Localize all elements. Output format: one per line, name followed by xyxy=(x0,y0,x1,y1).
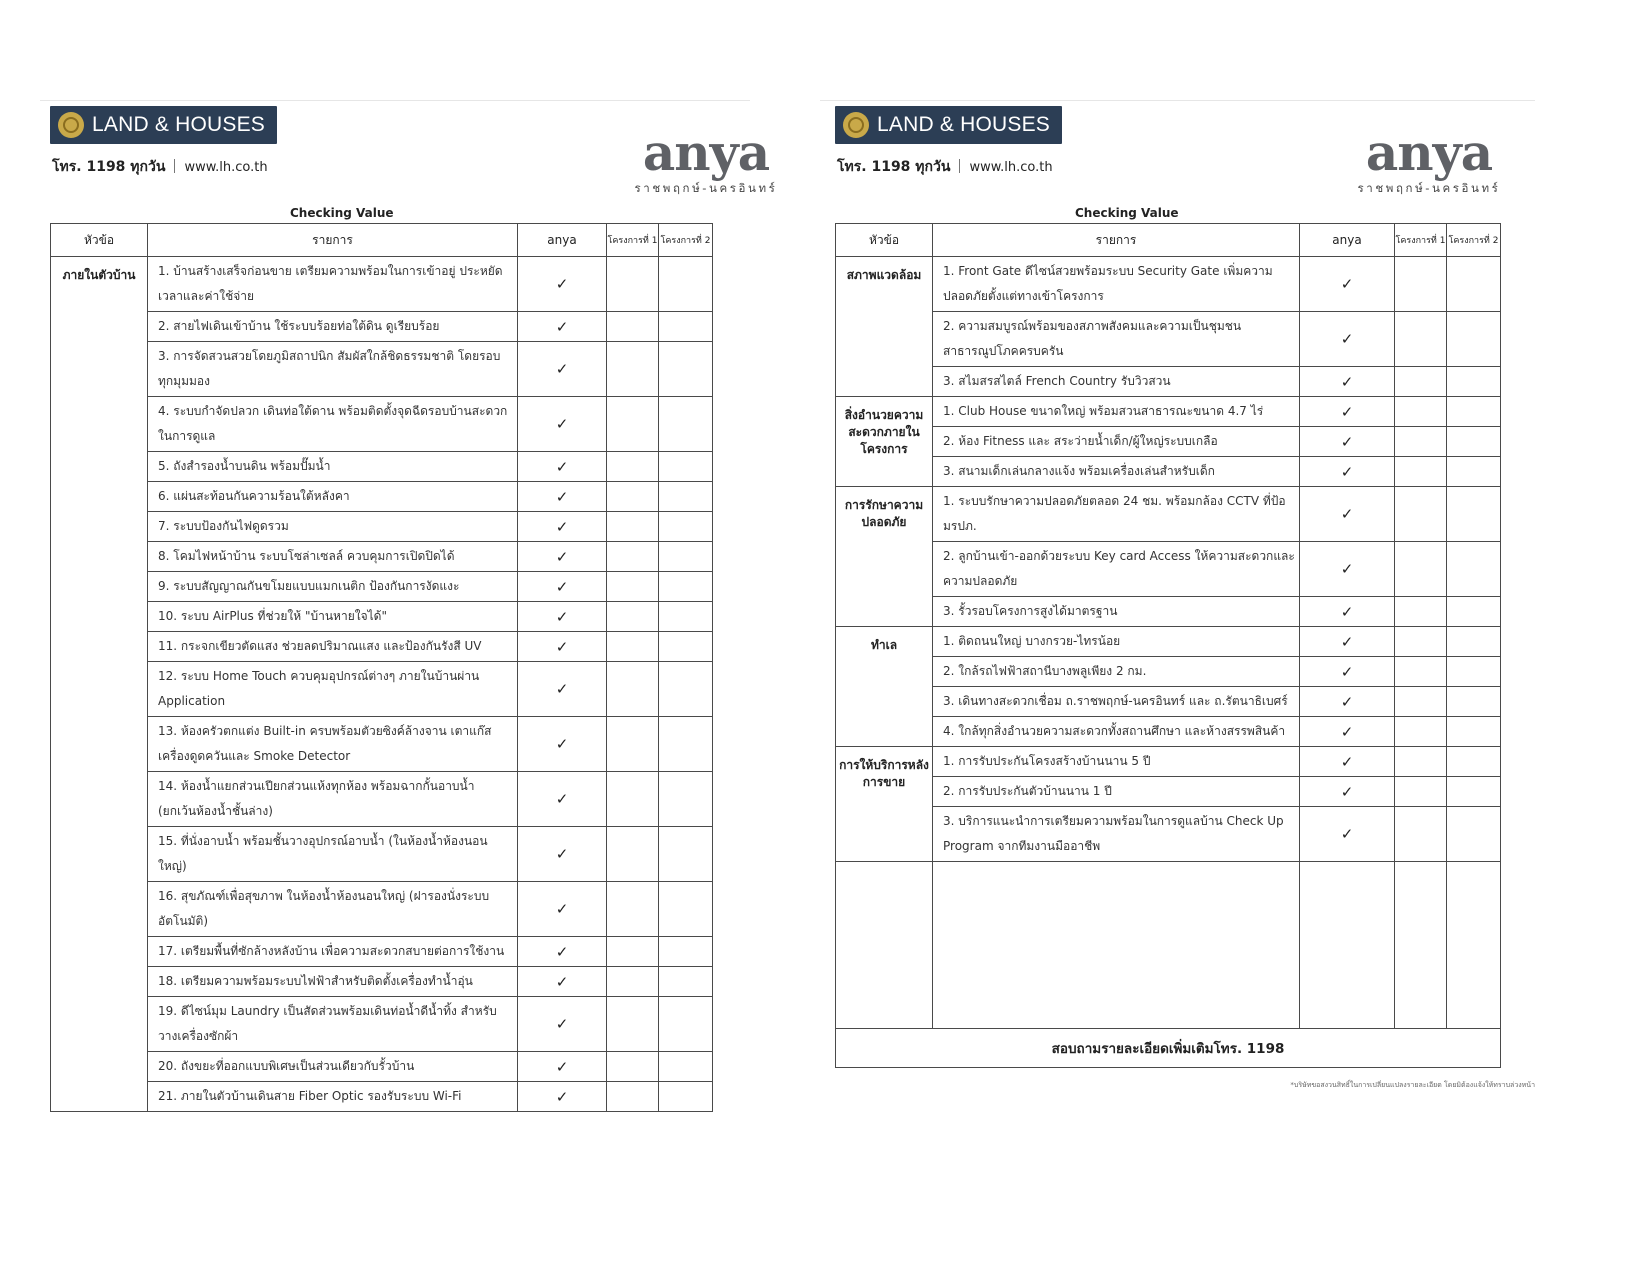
project2-check-cell xyxy=(659,827,713,882)
anya-check-mark: ✓ xyxy=(1300,427,1395,457)
table-row xyxy=(51,997,713,1052)
project2-check-cell xyxy=(659,542,713,572)
col-header-project2: โครงการที่ 2 xyxy=(1447,224,1501,257)
anya-check-mark: ✓ xyxy=(518,342,607,397)
table-row xyxy=(836,367,1501,397)
table-row xyxy=(51,632,713,662)
col-header-project1: โครงการที่ 1 xyxy=(1395,224,1447,257)
disclaimer-note: *บริษัทขอสงวนสิทธิ์ในการเปลี่ยนแปลงรายละเอียด โดยมิต้องแจ้งให้ทราบล่วงหน้า xyxy=(1290,1081,1535,1089)
project1-check-cell xyxy=(607,257,659,312)
checklist-item-text: 3. เดินทางสะดวกเชื่อม ถ.ราชพฤกษ์-นครอินทร์ และ ถ.รัตนาธิเบศร์ xyxy=(933,687,1300,717)
anya-check-mark: ✓ xyxy=(1300,312,1395,367)
table-row xyxy=(51,1052,713,1082)
project1-check-cell xyxy=(1395,257,1447,312)
anya-check-mark: ✓ xyxy=(518,1082,607,1112)
checklist-item-text: 16. สุขภัณฑ์เพื่อสุขภาพ ในห้องน้ำห้องนอนใหญ่ (ฝารองนั่งระบบอัตโนมัติ) xyxy=(148,882,518,937)
checklist-body-left xyxy=(51,257,713,1112)
anya-check-mark: ✓ xyxy=(518,572,607,602)
table-row xyxy=(51,662,713,717)
project2-check-cell xyxy=(1447,597,1501,627)
table-row xyxy=(51,312,713,342)
project1-check-cell xyxy=(607,632,659,662)
checklist-item-text: 10. ระบบ AirPlus ที่ช่วยให้ "บ้านหายใจได้" xyxy=(148,602,518,632)
contact-footer-text: สอบถามรายละเอียดเพิ่มเติมโทร. 1198 xyxy=(836,1029,1501,1068)
project1-check-cell xyxy=(1395,657,1447,687)
checklist-item-text: 4. ระบบกำจัดปลวก เดินท่อใต้ดาน พร้อมติดตั้งจุดฉีดรอบบ้านสะดวกในการดูแล xyxy=(148,397,518,452)
category-cell: ทำเล xyxy=(836,627,933,747)
table-header-row xyxy=(51,224,713,257)
project1-check-cell xyxy=(1395,747,1447,777)
category-cell: การรักษาความปลอดภัย xyxy=(836,487,933,627)
table-row xyxy=(51,772,713,827)
table-row xyxy=(51,967,713,997)
contact-divider xyxy=(959,159,960,173)
table-row xyxy=(836,747,1501,777)
anya-check-mark: ✓ xyxy=(518,997,607,1052)
col-header-topic: หัวข้อ xyxy=(836,224,933,257)
project2-check-cell xyxy=(659,937,713,967)
table-header-row xyxy=(836,224,1501,257)
project1-check-cell xyxy=(1395,777,1447,807)
anya-check-mark: ✓ xyxy=(1300,257,1395,312)
project1-check-cell xyxy=(1395,457,1447,487)
project2-check-cell xyxy=(659,512,713,542)
anya-check-mark: ✓ xyxy=(1300,457,1395,487)
project2-check-cell xyxy=(659,1082,713,1112)
phone-text: โทร. 1198 ทุกวัน xyxy=(52,159,166,175)
contact-divider xyxy=(174,159,175,173)
project2-check-cell xyxy=(659,632,713,662)
checklist-item-text: 2. ความสมบูรณ์พร้อมของสภาพสังคมและความเป็นชุมชนสาธารณูปโภคครบครัน xyxy=(933,312,1300,367)
checklist-body-right xyxy=(836,257,1501,1068)
project2-check-cell xyxy=(1447,487,1501,542)
table-row xyxy=(51,572,713,602)
checklist-item-text: 1. Club House ขนาดใหญ่ พร้อมสวนสาธารณะขนาด 4.7 ไร่ xyxy=(933,397,1300,427)
checklist-item-text: 2. ลูกบ้านเข้า-ออกด้วยระบบ Key card Access ให้ความสะดวกและความปลอดภัย xyxy=(933,542,1300,597)
project2-check-cell xyxy=(1447,542,1501,597)
table-row xyxy=(51,542,713,572)
project1-check-cell xyxy=(607,452,659,482)
anya-check-mark: ✓ xyxy=(518,452,607,482)
empty-cell xyxy=(1300,862,1395,1029)
project1-check-cell xyxy=(607,482,659,512)
col-header-project1: โครงการที่ 1 xyxy=(607,224,659,257)
project1-check-cell xyxy=(607,772,659,827)
project2-check-cell xyxy=(659,662,713,717)
website-link[interactable]: www.lh.co.th xyxy=(969,160,1053,175)
table-row xyxy=(51,512,713,542)
project2-check-cell xyxy=(1447,807,1501,862)
checklist-item-text: 4. ใกล้ทุกสิ่งอำนวยความสะดวกทั้งสถานศึกษา และห้างสรรพสินค้า xyxy=(933,717,1300,747)
table-row xyxy=(836,427,1501,457)
anya-check-mark: ✓ xyxy=(1300,777,1395,807)
checklist-item-text: 9. ระบบสัญญาณกันขโมยแบบแมกเนติก ป้องกันการงัดแงะ xyxy=(148,572,518,602)
project1-check-cell xyxy=(1395,427,1447,457)
anya-project-logo xyxy=(1349,123,1509,198)
col-header-items: รายการ xyxy=(148,224,518,257)
table-row xyxy=(836,597,1501,627)
project2-check-cell xyxy=(659,602,713,632)
anya-check-mark: ✓ xyxy=(1300,542,1395,597)
table-row xyxy=(836,807,1501,862)
project1-check-cell xyxy=(607,1052,659,1082)
table-row xyxy=(836,457,1501,487)
table-row xyxy=(51,1082,713,1112)
anya-check-mark: ✓ xyxy=(1300,597,1395,627)
anya-check-mark: ✓ xyxy=(518,827,607,882)
table-row xyxy=(51,482,713,512)
checklist-item-text: 2. สายไฟเดินเข้าบ้าน ใช้ระบบร้อยท่อใต้ดิน ดูเรียบร้อย xyxy=(148,312,518,342)
project2-check-cell xyxy=(1447,627,1501,657)
logo-text: LAND & HOUSES xyxy=(877,113,1050,136)
checklist-item-text: 1. บ้านสร้างเสร็จก่อนขาย เตรียมความพร้อมในการเข้าอยู่ ประหยัดเวลาและค่าใช้จ่าย xyxy=(148,257,518,312)
category-cell: สิ่งอำนวยความสะดวกภายในโครงการ xyxy=(836,397,933,487)
land-houses-logo xyxy=(50,106,277,144)
table-row xyxy=(51,937,713,967)
project1-check-cell xyxy=(1395,312,1447,367)
anya-check-mark: ✓ xyxy=(518,602,607,632)
checklist-item-text: 13. ห้องครัวตกแต่ง Built-in ครบพร้อมตัวยซิงค์ล้างจาน เตาแก๊ส เครื่องดูดควันและ Smoke Detector xyxy=(148,717,518,772)
anya-check-mark: ✓ xyxy=(1300,657,1395,687)
col-header-topic: หัวข้อ xyxy=(51,224,148,257)
phone-text: โทร. 1198 ทุกวัน xyxy=(837,159,951,175)
table-row xyxy=(51,257,713,312)
project1-check-cell xyxy=(1395,542,1447,597)
anya-subtitle: ราชพฤกษ์-นครอินทร์ xyxy=(1357,181,1501,195)
anya-check-mark: ✓ xyxy=(518,937,607,967)
anya-check-mark: ✓ xyxy=(1300,717,1395,747)
project2-check-cell xyxy=(659,997,713,1052)
project1-check-cell xyxy=(1395,627,1447,657)
anya-check-mark: ✓ xyxy=(1300,687,1395,717)
project1-check-cell xyxy=(607,662,659,717)
contact-line xyxy=(837,156,1053,178)
table-row xyxy=(836,687,1501,717)
table-row xyxy=(836,657,1501,687)
anya-check-mark: ✓ xyxy=(1300,397,1395,427)
anya-check-mark: ✓ xyxy=(518,882,607,937)
project2-check-cell xyxy=(659,717,713,772)
anya-check-mark: ✓ xyxy=(518,512,607,542)
anya-wordmark-text: anya xyxy=(1365,123,1493,182)
project2-check-cell xyxy=(1447,367,1501,397)
project2-check-cell xyxy=(659,342,713,397)
table-row xyxy=(51,602,713,632)
col-header-anya: anya xyxy=(518,224,607,257)
project1-check-cell xyxy=(607,827,659,882)
empty-spacer-row xyxy=(836,862,1501,1029)
checklist-item-text: 20. ถังขยะที่ออกแบบพิเศษเป็นส่วนเดียวกับรั้วบ้าน xyxy=(148,1052,518,1082)
checklist-table-right xyxy=(835,223,1501,1068)
project2-check-cell xyxy=(659,1052,713,1082)
anya-check-mark: ✓ xyxy=(1300,807,1395,862)
table-row xyxy=(836,777,1501,807)
anya-check-mark: ✓ xyxy=(518,772,607,827)
col-header-project2: โครงการที่ 2 xyxy=(659,224,713,257)
anya-check-mark: ✓ xyxy=(1300,627,1395,657)
project1-check-cell xyxy=(607,572,659,602)
checklist-item-text: 1. ระบบรักษาความปลอดภัยตลอด 24 ชม. พร้อมกล้อง CCTV ที่ป้อมรปภ. xyxy=(933,487,1300,542)
project1-check-cell xyxy=(607,997,659,1052)
project2-check-cell xyxy=(1447,397,1501,427)
page-edge-right xyxy=(820,100,1535,101)
anya-check-mark: ✓ xyxy=(518,632,607,662)
anya-check-mark: ✓ xyxy=(1300,367,1395,397)
checklist-item-text: 19. ดีไซน์มุม Laundry เป็นสัดส่วนพร้อมเดินท่อน้ำดีน้ำทิ้ง สำหรับวางเครื่องซักผ้า xyxy=(148,997,518,1052)
anya-wordmark xyxy=(1349,123,1509,182)
table-row xyxy=(51,827,713,882)
checklist-item-text: 15. ที่นั่งอาบน้ำ พร้อมชั้นวางอุปกรณ์อาบน้ำ (ในห้องน้ำห้องนอนใหญ่) xyxy=(148,827,518,882)
checklist-item-text: 5. ถังสำรองน้ำบนดิน พร้อมปั๊มน้ำ xyxy=(148,452,518,482)
footer-row xyxy=(836,1029,1501,1068)
project2-check-cell xyxy=(1447,657,1501,687)
table-row xyxy=(836,257,1501,312)
anya-check-mark: ✓ xyxy=(518,312,607,342)
logo-text: LAND & HOUSES xyxy=(92,113,265,136)
anya-check-mark: ✓ xyxy=(518,717,607,772)
empty-cell xyxy=(836,862,933,1029)
anya-check-mark: ✓ xyxy=(1300,747,1395,777)
project2-check-cell xyxy=(1447,457,1501,487)
project2-check-cell xyxy=(1447,427,1501,457)
checklist-item-text: 11. กระจกเขียวตัดแสง ช่วยลดปริมาณแสง และป้องกันรังสี UV xyxy=(148,632,518,662)
checklist-item-text: 17. เตรียมพื้นที่ซักล้างหลังบ้าน เพื่อความสะดวกสบายต่อการใช้งาน xyxy=(148,937,518,967)
table-row xyxy=(51,397,713,452)
category-cell: สภาพแวดล้อม xyxy=(836,257,933,397)
col-header-anya: anya xyxy=(1300,224,1395,257)
table-caption: Checking Value xyxy=(1075,206,1179,220)
anya-check-mark: ✓ xyxy=(518,1052,607,1082)
project2-check-cell xyxy=(659,572,713,602)
project2-check-cell xyxy=(1447,687,1501,717)
checklist-item-text: 1. Front Gate ดีไซน์สวยพร้อมระบบ Security Gate เพิ่มความปลอดภัยตั้งแต่ทางเข้าโครงการ xyxy=(933,257,1300,312)
checklist-item-text: 2. ห้อง Fitness และ สระว่ายน้ำเด็ก/ผู้ใหญ่ระบบเกลือ xyxy=(933,427,1300,457)
table-row xyxy=(836,312,1501,367)
checklist-item-text: 3. การจัดสวนสวยโดยภูมิสถาปนิก สัมผัสใกล้ชิดธรรมชาติ โดยรอบทุกมุมมอง xyxy=(148,342,518,397)
anya-check-mark: ✓ xyxy=(1300,487,1395,542)
table-row xyxy=(836,717,1501,747)
table-row xyxy=(836,627,1501,657)
contact-line xyxy=(52,156,268,178)
empty-cell xyxy=(1395,862,1447,1029)
project1-check-cell xyxy=(1395,717,1447,747)
project1-check-cell xyxy=(1395,597,1447,627)
table-row xyxy=(51,342,713,397)
project1-check-cell xyxy=(1395,687,1447,717)
checklist-item-text: 7. ระบบป้องกันไฟดูดรวม xyxy=(148,512,518,542)
col-header-items: รายการ xyxy=(933,224,1300,257)
project1-check-cell xyxy=(607,342,659,397)
project1-check-cell xyxy=(607,967,659,997)
checklist-item-text: 2. การรับประกันตัวบ้านนาน 1 ปี xyxy=(933,777,1300,807)
project1-check-cell xyxy=(607,397,659,452)
project1-check-cell xyxy=(1395,807,1447,862)
project1-check-cell xyxy=(607,602,659,632)
table-row xyxy=(51,452,713,482)
checklist-item-text: 21. ภายในตัวบ้านเดินสาย Fiber Optic รองรับระบบ Wi-Fi xyxy=(148,1082,518,1112)
project1-check-cell xyxy=(607,542,659,572)
table-row xyxy=(51,882,713,937)
checklist-item-text: 18. เตรียมความพร้อมระบบไฟฟ้าสำหรับติดตั้งเครื่องทำน้ำอุ่น xyxy=(148,967,518,997)
project2-check-cell xyxy=(659,452,713,482)
project1-check-cell xyxy=(607,937,659,967)
anya-check-mark: ✓ xyxy=(518,482,607,512)
empty-cell xyxy=(1447,862,1501,1029)
project2-check-cell xyxy=(659,312,713,342)
anya-wordmark-text: anya xyxy=(642,123,770,182)
project2-check-cell xyxy=(1447,777,1501,807)
checklist-item-text: 3. บริการแนะนำการเตรียมความพร้อมในการดูแลบ้าน Check Up Program จากทีมงานมืออาชีพ xyxy=(933,807,1300,862)
anya-check-mark: ✓ xyxy=(518,257,607,312)
project1-check-cell xyxy=(607,1082,659,1112)
anya-project-logo xyxy=(626,123,786,198)
website-link[interactable]: www.lh.co.th xyxy=(184,160,268,175)
checklist-item-text: 12. ระบบ Home Touch ควบคุมอุปกรณ์ต่างๆ ภายในบ้านผ่าน Application xyxy=(148,662,518,717)
project2-check-cell xyxy=(659,482,713,512)
checklist-item-text: 8. โคมไฟหน้าบ้าน ระบบโซล่าเซลล์ ควบคุมการเปิดปิดได้ xyxy=(148,542,518,572)
checklist-item-text: 1. ติดถนนใหญ่ บางกรวย-ไทรน้อย xyxy=(933,627,1300,657)
anya-check-mark: ✓ xyxy=(518,662,607,717)
project2-check-cell xyxy=(1447,257,1501,312)
project1-check-cell xyxy=(607,312,659,342)
project2-check-cell xyxy=(659,257,713,312)
page-edge-left xyxy=(40,100,750,101)
project2-check-cell xyxy=(659,967,713,997)
anya-wordmark xyxy=(626,123,786,182)
table-row xyxy=(836,542,1501,597)
land-houses-seal-icon xyxy=(843,112,869,138)
project1-check-cell xyxy=(607,512,659,542)
checklist-table-left xyxy=(50,223,713,1112)
table-row xyxy=(836,487,1501,542)
checklist-item-text: 3. สไมสรสไตล์ French Country รับวิวสวน xyxy=(933,367,1300,397)
checklist-item-text: 6. แผ่นสะท้อนกันความร้อนใต้หลังคา xyxy=(148,482,518,512)
category-cell: การให้บริการหลังการขาย xyxy=(836,747,933,862)
project1-check-cell xyxy=(607,882,659,937)
project1-check-cell xyxy=(1395,367,1447,397)
anya-subtitle: ราชพฤกษ์-นครอินทร์ xyxy=(634,181,778,195)
project2-check-cell xyxy=(659,772,713,827)
land-houses-logo xyxy=(835,106,1062,144)
anya-check-mark: ✓ xyxy=(518,397,607,452)
table-caption: Checking Value xyxy=(290,206,394,220)
checklist-item-text: 1. การรับประกันโครงสร้างบ้านนาน 5 ปี xyxy=(933,747,1300,777)
anya-check-mark: ✓ xyxy=(518,542,607,572)
checklist-item-text: 2. ใกล้รถไฟฟ้าสถานีบางพลูเพียง 2 กม. xyxy=(933,657,1300,687)
project1-check-cell xyxy=(1395,397,1447,427)
project2-check-cell xyxy=(659,397,713,452)
table-row xyxy=(836,397,1501,427)
project2-check-cell xyxy=(1447,312,1501,367)
checklist-item-text: 3. รั้วรอบโครงการสูงได้มาตรฐาน xyxy=(933,597,1300,627)
project2-check-cell xyxy=(1447,747,1501,777)
anya-check-mark: ✓ xyxy=(518,967,607,997)
project1-check-cell xyxy=(1395,487,1447,542)
project1-check-cell xyxy=(607,717,659,772)
empty-cell xyxy=(933,862,1300,1029)
project2-check-cell xyxy=(659,882,713,937)
category-interior: ภายในตัวบ้าน xyxy=(51,257,148,1112)
checklist-item-text: 14. ห้องน้ำแยกส่วนเปียกส่วนแห้งทุกห้อง พร้อมฉากกั้นอาบน้ำ (ยกเว้นห้องน้ำชั้นล่าง) xyxy=(148,772,518,827)
land-houses-seal-icon xyxy=(58,112,84,138)
project2-check-cell xyxy=(1447,717,1501,747)
checklist-item-text: 3. สนามเด็กเล่นกลางแจ้ง พร้อมเครื่องเล่นสำหรับเด็ก xyxy=(933,457,1300,487)
table-row xyxy=(51,717,713,772)
